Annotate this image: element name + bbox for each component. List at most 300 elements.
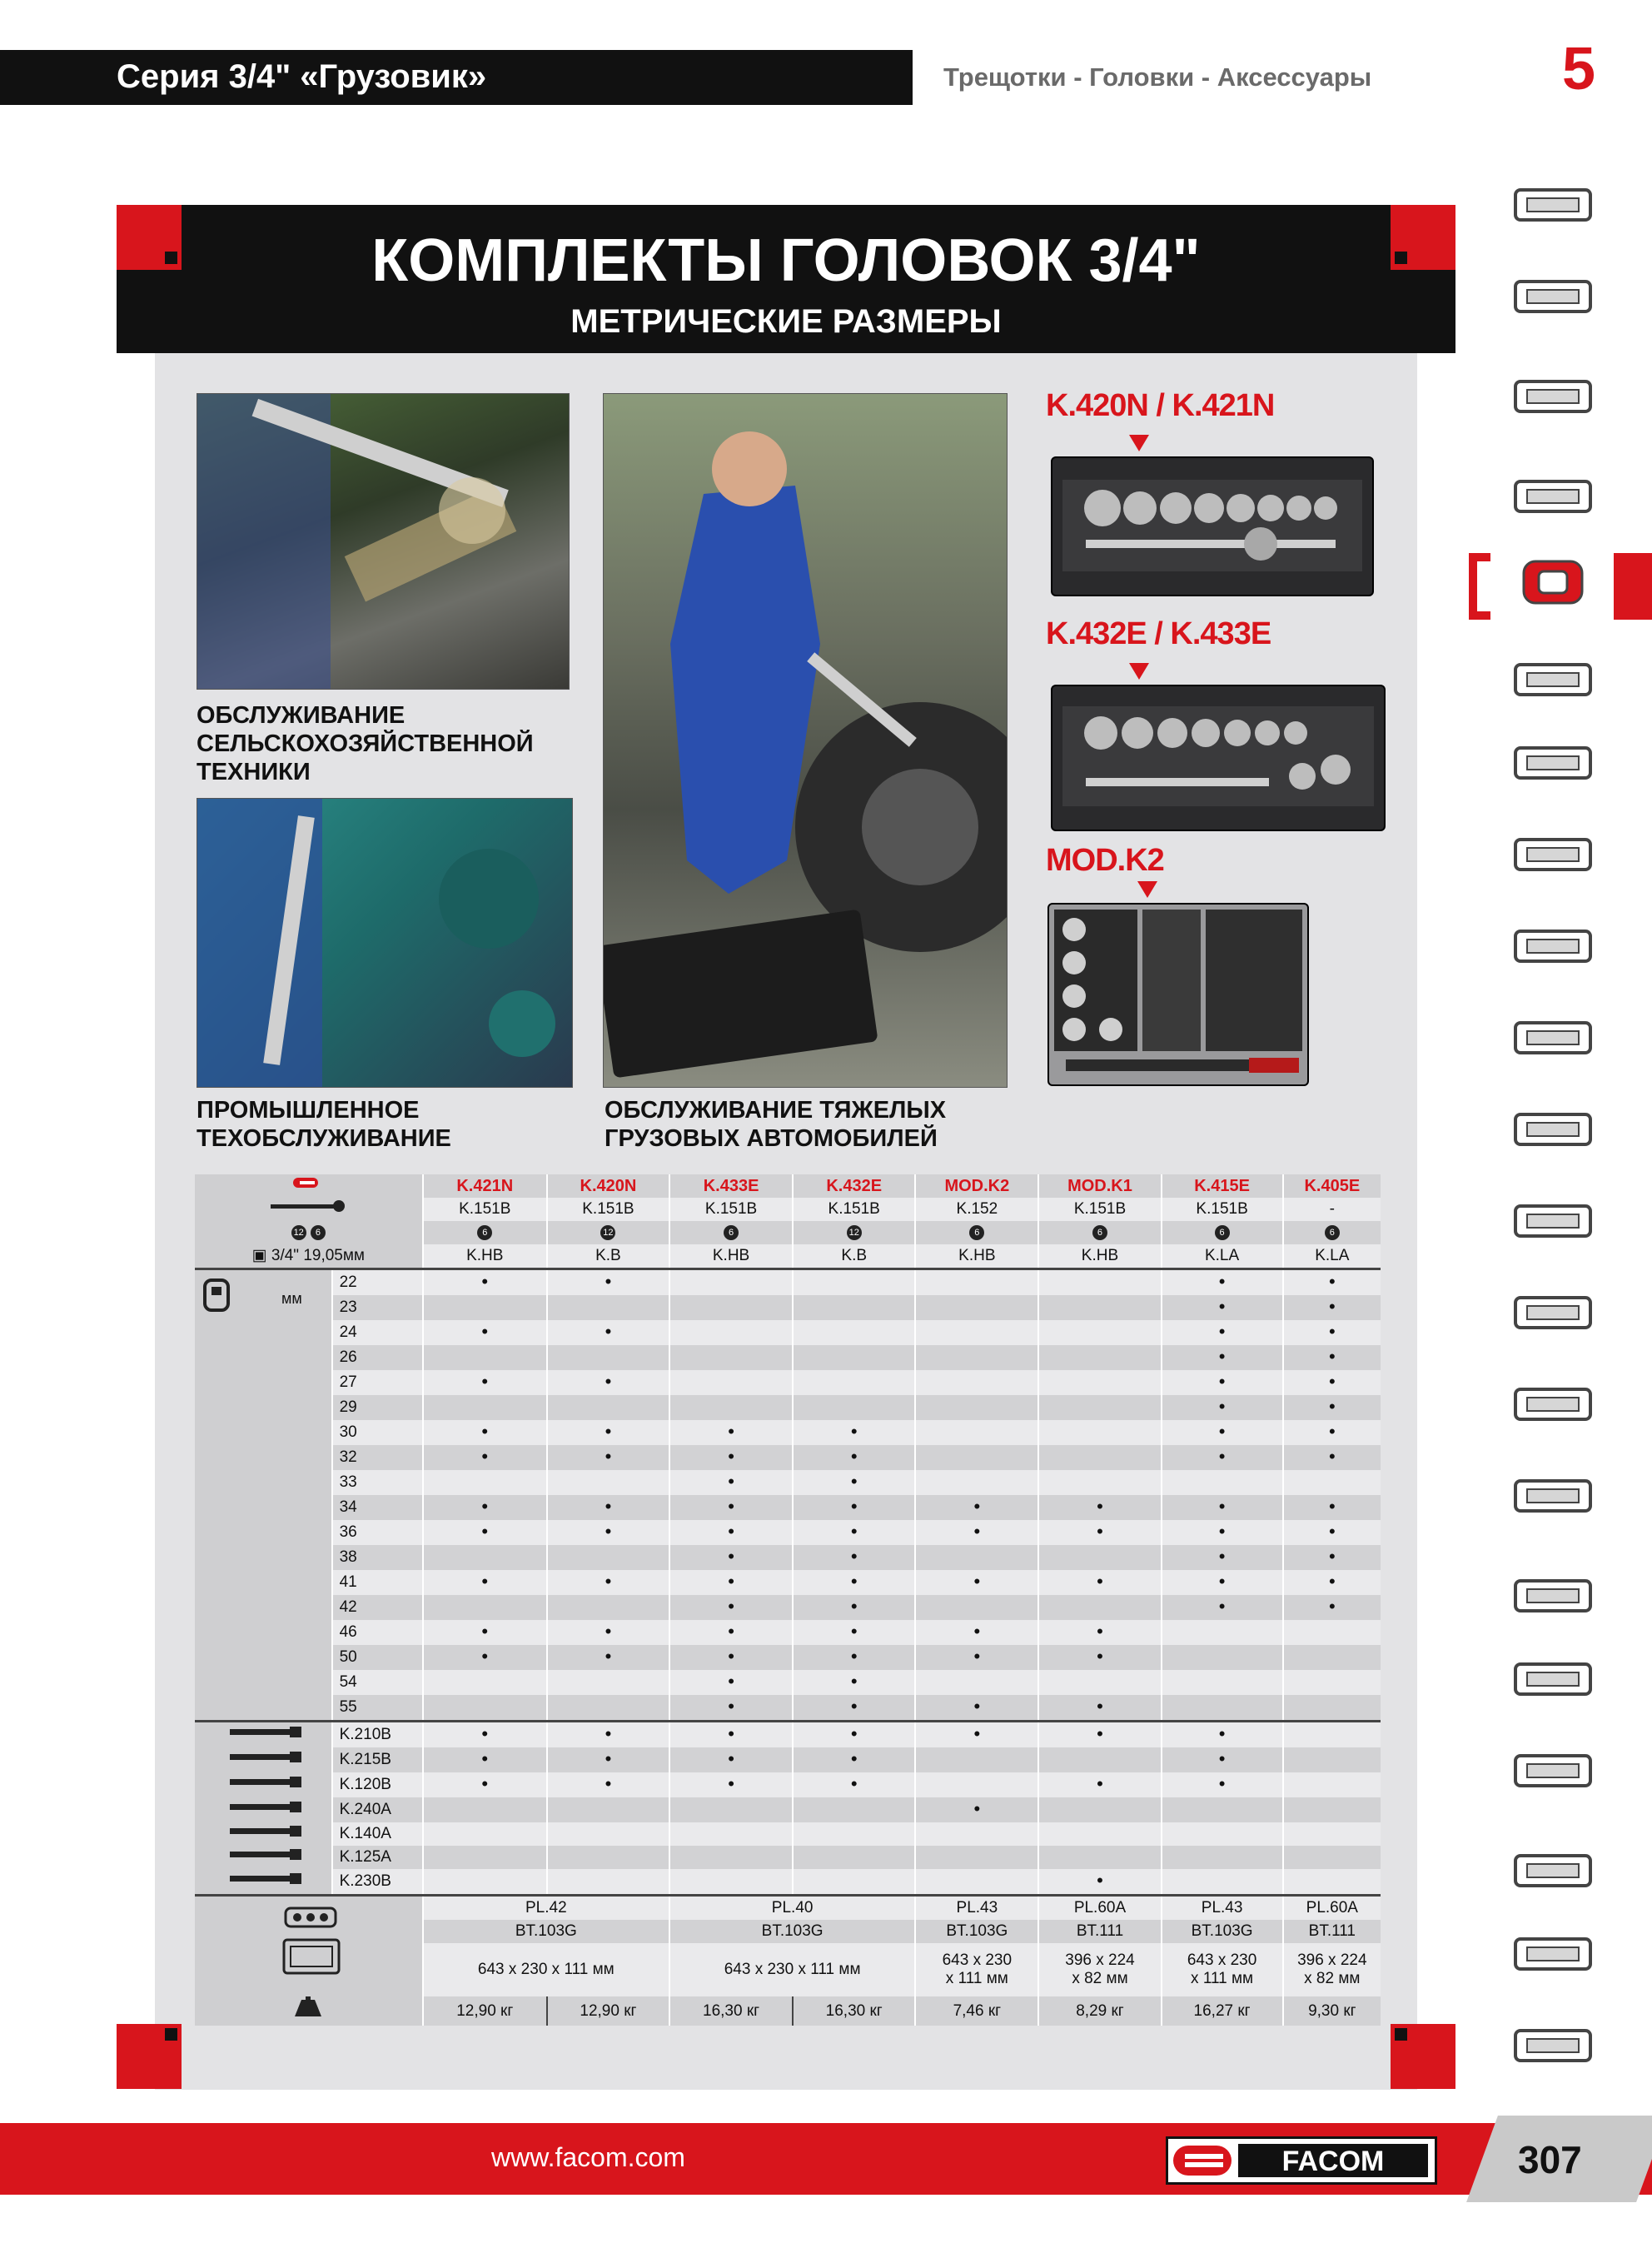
- universal-joint-icon: [195, 1797, 332, 1822]
- mark-cell: [669, 1295, 793, 1320]
- cell: K.HB: [423, 1244, 547, 1269]
- box-cell: BT.103G: [669, 1920, 915, 1943]
- mark-cell: [423, 1747, 547, 1772]
- mark-cell: [793, 1520, 915, 1545]
- handle-icon[interactable]: [1490, 1741, 1615, 1799]
- availability-dot: •: [973, 1571, 981, 1592]
- mark-cell: [915, 1545, 1038, 1570]
- availability-dot: •: [605, 1446, 612, 1467]
- size-label: 33: [332, 1470, 423, 1495]
- impact-wrench-icon[interactable]: [1490, 1374, 1615, 1433]
- mark-cell: [423, 1620, 547, 1645]
- dim-cell: [1162, 1943, 1283, 1996]
- availability-dot: •: [1328, 1396, 1336, 1417]
- hex-6-icon: 6: [311, 1225, 326, 1240]
- car-icon[interactable]: [1490, 1841, 1615, 1899]
- mark-cell: [1038, 1445, 1161, 1470]
- mark-cell: [915, 1370, 1038, 1395]
- size-row: [195, 1595, 1381, 1620]
- hex-badge: 6: [724, 1225, 739, 1240]
- weight-cell: 7,46 кг: [915, 1996, 1038, 2026]
- availability-dot: •: [728, 1521, 734, 1542]
- mark-cell: [547, 1822, 669, 1846]
- availability-dot: •: [605, 1748, 612, 1769]
- size-row: [195, 1269, 1381, 1296]
- cell: K.HB: [1038, 1244, 1161, 1269]
- availability-dot: •: [1218, 1421, 1226, 1442]
- ratchet-icon: [195, 1198, 423, 1221]
- mark-cell: [1283, 1822, 1381, 1846]
- mark-cell: [915, 1695, 1038, 1722]
- availability-dot: •: [973, 1798, 981, 1819]
- mark-cell: [1038, 1620, 1161, 1645]
- mark-cell: [1162, 1595, 1283, 1620]
- mark-cell: [669, 1520, 793, 1545]
- mark-cell: [1283, 1570, 1381, 1595]
- accessory-row: [195, 1722, 1381, 1748]
- mark-cell: [547, 1722, 669, 1748]
- mark-cell: [1038, 1869, 1161, 1896]
- reference-icon: [195, 1174, 423, 1198]
- mark-cell: [915, 1747, 1038, 1772]
- mark-cell: [423, 1295, 547, 1320]
- mark-cell: [1283, 1470, 1381, 1495]
- box-cell: BT.103G: [423, 1920, 669, 1943]
- set-label-k420n: K.420N / K.421N: [1046, 388, 1275, 423]
- hex-badge: 6: [969, 1225, 984, 1240]
- availability-dot: •: [728, 1471, 734, 1492]
- industrial-scene-image: [197, 799, 572, 1087]
- size-label: 50: [332, 1645, 423, 1670]
- availability-dot: •: [481, 1496, 489, 1517]
- cell: K.151B: [793, 1198, 915, 1221]
- availability-dot: •: [850, 1621, 858, 1642]
- points-row: [195, 1221, 1381, 1244]
- size-row: [195, 1645, 1381, 1670]
- truck-icon[interactable]: [1490, 1924, 1615, 1982]
- mark-cell: [1283, 1345, 1381, 1370]
- dim-line: 643 x 230 x 111 мм: [724, 1961, 861, 1978]
- hex-badge: 12: [600, 1225, 615, 1240]
- size-label: 42: [332, 1595, 423, 1620]
- box-cell: BT.111: [1283, 1920, 1381, 1943]
- mark-cell: [547, 1295, 669, 1320]
- mark-cell: [793, 1445, 915, 1470]
- mark-cell: [423, 1670, 547, 1695]
- mark-cell: [1162, 1470, 1283, 1495]
- cell: K.151B: [547, 1198, 669, 1221]
- corner-marker: [1391, 2024, 1455, 2089]
- availability-dot: •: [481, 1773, 489, 1794]
- mark-cell: [1283, 1772, 1381, 1797]
- mark-cell: [423, 1520, 547, 1545]
- mark-cell: [1038, 1520, 1161, 1545]
- square-drive-icon: ▣: [251, 1247, 267, 1264]
- mark-cell: [1283, 1420, 1381, 1445]
- mark-cell: [1038, 1345, 1161, 1370]
- tape-measure-icon[interactable]: [1490, 916, 1615, 974]
- accessory-row: [195, 1772, 1381, 1797]
- mark-cell: [423, 1797, 547, 1822]
- availability-dot: •: [605, 1271, 612, 1292]
- availability-dot: •: [973, 1621, 981, 1642]
- size-label: 30: [332, 1420, 423, 1445]
- mark-cell: [547, 1747, 669, 1772]
- mark-cell: [1162, 1520, 1283, 1545]
- availability-dot: •: [1218, 1446, 1226, 1467]
- cell: K.LA: [1162, 1244, 1283, 1269]
- size-row: [195, 1620, 1381, 1645]
- availability-dot: •: [728, 1446, 734, 1467]
- mark-cell: [669, 1620, 793, 1645]
- mark-cell: [547, 1520, 669, 1545]
- case-k432e-image: [1051, 685, 1386, 831]
- mark-cell: [793, 1722, 915, 1748]
- accessory-row: [195, 1822, 1381, 1846]
- mark-cell: [423, 1269, 547, 1296]
- mark-cell: [669, 1420, 793, 1445]
- dim-line: x 111 мм: [1191, 1970, 1254, 1987]
- size-label: 29: [332, 1395, 423, 1420]
- tray-cell: PL.42: [423, 1896, 669, 1921]
- mark-cell: [1283, 1520, 1381, 1545]
- mark-cell: [1038, 1772, 1161, 1797]
- availability-dot: •: [1218, 1346, 1226, 1367]
- size-label: 46: [332, 1620, 423, 1645]
- mark-cell: [793, 1269, 915, 1296]
- availability-dot: •: [1097, 1696, 1103, 1717]
- mark-cell: [1283, 1295, 1381, 1320]
- box-cell: BT.103G: [915, 1920, 1038, 1943]
- mark-cell: [423, 1345, 547, 1370]
- mark-cell: [669, 1869, 793, 1896]
- availability-dot: •: [1218, 1271, 1226, 1292]
- accessory-ref: K.215B: [332, 1747, 423, 1772]
- dim-line: 643 x 230: [1187, 1951, 1257, 1969]
- mark-cell: [1162, 1822, 1283, 1846]
- availability-dot: •: [850, 1421, 858, 1442]
- mark-cell: [1038, 1747, 1161, 1772]
- dim-line: 643 x 230: [942, 1951, 1013, 1969]
- pliers-icon[interactable]: [1490, 825, 1615, 883]
- availability-dot: •: [973, 1646, 981, 1667]
- mark-cell: [1038, 1846, 1161, 1869]
- cell: [793, 1221, 915, 1244]
- size-row: [195, 1570, 1381, 1595]
- tool-box-icon[interactable]: [1490, 366, 1615, 425]
- mark-cell: [669, 1470, 793, 1495]
- page-number: 307: [1518, 2138, 1582, 2181]
- size-label: 27: [332, 1370, 423, 1395]
- mark-cell: [1162, 1772, 1283, 1797]
- col-code: K.415E: [1162, 1174, 1283, 1198]
- mark-cell: [915, 1269, 1038, 1296]
- accessory-row: [195, 1797, 1381, 1822]
- tool-chest-icon[interactable]: [1490, 175, 1615, 233]
- size-row: [195, 1495, 1381, 1520]
- mark-cell: [669, 1846, 793, 1869]
- mark-cell: [915, 1570, 1038, 1595]
- mark-cell: [1038, 1695, 1161, 1722]
- spec-table: [195, 1174, 1381, 2026]
- availability-dot: •: [850, 1471, 858, 1492]
- mark-cell: [423, 1846, 547, 1869]
- socket-set-image: [1052, 686, 1384, 830]
- mark-cell: [423, 1772, 547, 1797]
- availability-dot: •: [481, 1521, 489, 1542]
- accessory-ref: K.240A: [332, 1797, 423, 1822]
- mark-cell: [547, 1269, 669, 1296]
- availability-dot: •: [1097, 1521, 1103, 1542]
- availability-dot: •: [481, 1723, 489, 1744]
- mark-cell: [1038, 1595, 1161, 1620]
- hacksaw-icon[interactable]: [1490, 1099, 1615, 1158]
- mark-cell: [793, 1420, 915, 1445]
- mark-cell: [915, 1670, 1038, 1695]
- mark-cell: [1038, 1822, 1161, 1846]
- mark-cell: [1283, 1370, 1381, 1395]
- dim-cell: [669, 1943, 915, 1996]
- availability-dot: •: [1218, 1496, 1226, 1517]
- mark-cell: [1162, 1420, 1283, 1445]
- mark-cell: [1283, 1269, 1381, 1296]
- mark-cell: [669, 1345, 793, 1370]
- mark-cell: [669, 1395, 793, 1420]
- mark-cell: [1162, 1722, 1283, 1748]
- photo-agricultural: [197, 393, 570, 690]
- availability-dot: •: [1218, 1296, 1226, 1317]
- box-cell: BT.103G: [1162, 1920, 1283, 1943]
- points-label: [195, 1221, 423, 1244]
- col-code: MOD.K1: [1038, 1174, 1161, 1198]
- screwdriver-icon[interactable]: [1490, 733, 1615, 791]
- mark-cell: [1038, 1420, 1161, 1445]
- mark-cell: [547, 1797, 669, 1822]
- mark-cell: [1038, 1370, 1161, 1395]
- mark-cell: [793, 1670, 915, 1695]
- availability-dot: •: [605, 1371, 612, 1392]
- category-title: Трещотки - Головки - Аксессуары: [943, 62, 1372, 92]
- mark-cell: [915, 1797, 1038, 1822]
- caption-line: ОБСЛУЖИВАНИЕ: [197, 702, 406, 729]
- size-row: [195, 1445, 1381, 1470]
- availability-dot: •: [1328, 1571, 1336, 1592]
- cell: [423, 1221, 547, 1244]
- hex-12-icon: 12: [291, 1225, 306, 1240]
- set-label-k432e: K.432E / K.433E: [1046, 616, 1271, 651]
- tray-cell: PL.40: [669, 1896, 915, 1921]
- accessory-ref: K.140A: [332, 1822, 423, 1846]
- adaptor-icon: [195, 1869, 332, 1896]
- circuit-breaker-icon[interactable]: [1490, 1649, 1615, 1707]
- mark-cell: [1038, 1545, 1161, 1570]
- mark-cell: [669, 1320, 793, 1345]
- mark-cell: [547, 1570, 669, 1595]
- corner-marker: [117, 2024, 182, 2089]
- mark-cell: [547, 1772, 669, 1797]
- cell: K.HB: [915, 1244, 1038, 1269]
- availability-dot: •: [1097, 1646, 1103, 1667]
- size-label: 32: [332, 1445, 423, 1470]
- arrow-down-icon: [1137, 881, 1157, 898]
- mark-cell: [793, 1320, 915, 1345]
- safety-icon[interactable]: [1490, 1566, 1615, 1624]
- mark-cell: [423, 1495, 547, 1520]
- mark-cell: [669, 1495, 793, 1520]
- availability-dot: •: [605, 1723, 612, 1744]
- mark-cell: [1162, 1345, 1283, 1370]
- mark-cell: [1162, 1370, 1283, 1395]
- plane-icon[interactable]: [1490, 2016, 1615, 2074]
- mark-cell: [547, 1320, 669, 1345]
- adaptor-icon: [195, 1822, 332, 1846]
- caption-line: СЕЛЬСКОХОЗЯЙСТВЕННОЙ: [197, 730, 534, 757]
- mark-cell: [547, 1620, 669, 1645]
- accessory-ref: K.210B: [332, 1722, 423, 1748]
- availability-dot: •: [605, 1571, 612, 1592]
- tray-row: [195, 1896, 1381, 1921]
- col-code: K.405E: [1283, 1174, 1381, 1198]
- availability-dot: •: [973, 1496, 981, 1517]
- availability-dot: •: [605, 1521, 612, 1542]
- availability-dot: •: [1328, 1271, 1336, 1292]
- availability-dot: •: [1328, 1496, 1336, 1517]
- availability-dot: •: [1328, 1446, 1336, 1467]
- mark-cell: [793, 1495, 915, 1520]
- mark-cell: [423, 1645, 547, 1670]
- truck-mechanic-image: [604, 394, 1007, 1087]
- caption-agricultural: [197, 701, 534, 786]
- series-title: Серия 3/4" «Грузовик»: [117, 58, 487, 95]
- mark-cell: [915, 1846, 1038, 1869]
- mark-cell: [915, 1772, 1038, 1797]
- mark-cell: [1162, 1395, 1283, 1420]
- availability-dot: •: [728, 1723, 734, 1744]
- cell: K.B: [793, 1244, 915, 1269]
- mark-cell: [915, 1722, 1038, 1748]
- mark-cell: [1162, 1645, 1283, 1670]
- mark-cell: [669, 1570, 793, 1595]
- availability-dot: •: [1097, 1496, 1103, 1517]
- availability-dot: •: [1328, 1321, 1336, 1342]
- availability-dot: •: [728, 1748, 734, 1769]
- ratchet-row: [195, 1198, 1381, 1221]
- availability-dot: •: [481, 1421, 489, 1442]
- socket-icon[interactable]: [1490, 553, 1615, 611]
- caption-line: ОБСЛУЖИВАНИЕ ТЯЖЕЛЫХ: [605, 1097, 947, 1124]
- cell: [915, 1221, 1038, 1244]
- mark-cell: [1283, 1620, 1381, 1645]
- availability-dot: •: [1097, 1773, 1103, 1794]
- mark-cell: [793, 1595, 915, 1620]
- availability-dot: •: [850, 1446, 858, 1467]
- dim-cell: [423, 1943, 669, 1996]
- mark-cell: [669, 1269, 793, 1296]
- cell: [669, 1221, 793, 1244]
- mark-cell: [1283, 1797, 1381, 1822]
- size-label: 41: [332, 1570, 423, 1595]
- col-code: K.433E: [669, 1174, 793, 1198]
- size-label: 34: [332, 1495, 423, 1520]
- availability-dot: •: [1328, 1421, 1336, 1442]
- mark-cell: [423, 1595, 547, 1620]
- dim-line: x 82 мм: [1072, 1970, 1128, 1987]
- mark-cell: [1038, 1295, 1161, 1320]
- footer-url[interactable]: www.facom.com: [491, 2142, 685, 2172]
- mark-cell: [423, 1470, 547, 1495]
- wrench-icon[interactable]: [1490, 466, 1615, 525]
- mark-cell: [793, 1470, 915, 1495]
- dim-line: 643 x 230 x 111 мм: [477, 1961, 615, 1978]
- cell: K.B: [547, 1244, 669, 1269]
- roller-cabinet-icon[interactable]: [1490, 267, 1615, 325]
- availability-dot: •: [1328, 1596, 1336, 1617]
- availability-dot: •: [850, 1521, 858, 1542]
- mark-cell: [423, 1722, 547, 1748]
- mark-cell: [793, 1370, 915, 1395]
- availability-dot: •: [1218, 1521, 1226, 1542]
- accessory-ref: K.120B: [332, 1772, 423, 1797]
- cell: [547, 1221, 669, 1244]
- availability-dot: •: [1218, 1748, 1226, 1769]
- weight-icon: [195, 1996, 423, 2026]
- mark-cell: [669, 1595, 793, 1620]
- mark-cell: [1162, 1445, 1283, 1470]
- mark-cell: [547, 1420, 669, 1445]
- availability-dot: •: [1218, 1571, 1226, 1592]
- size-row: [195, 1320, 1381, 1345]
- mark-cell: [423, 1320, 547, 1345]
- mark-cell: [1283, 1445, 1381, 1470]
- availability-dot: •: [481, 1621, 489, 1642]
- mark-cell: [547, 1445, 669, 1470]
- mark-cell: [1162, 1320, 1283, 1345]
- hex-badge: 6: [477, 1225, 492, 1240]
- mark-cell: [1162, 1869, 1283, 1896]
- mark-cell: [1038, 1495, 1161, 1520]
- availability-dot: •: [728, 1773, 734, 1794]
- mark-cell: [1283, 1869, 1381, 1896]
- cell: K.HB: [669, 1244, 793, 1269]
- mark-cell: [915, 1822, 1038, 1846]
- mark-cell: [915, 1620, 1038, 1645]
- hammer-icon[interactable]: [1490, 1008, 1615, 1066]
- mark-cell: [1162, 1295, 1283, 1320]
- availability-dot: •: [728, 1596, 734, 1617]
- mark-cell: [793, 1395, 915, 1420]
- tester-icon[interactable]: [1490, 1283, 1615, 1341]
- set-label-modk2: MOD.K2: [1046, 843, 1164, 878]
- box-cell: BT.111: [1038, 1920, 1161, 1943]
- caption-line: ПРОМЫШЛЕННОЕ: [197, 1097, 420, 1124]
- availability-dot: •: [605, 1496, 612, 1517]
- agricultural-scene-image: [197, 394, 569, 689]
- availability-dot: •: [1328, 1346, 1336, 1367]
- availability-dot: •: [481, 1371, 489, 1392]
- vice-icon[interactable]: [1490, 1466, 1615, 1524]
- cell: K.151B: [1162, 1198, 1283, 1221]
- ratchet-icon[interactable]: [1490, 650, 1615, 708]
- puller-icon[interactable]: [1490, 1191, 1615, 1249]
- availability-dot: •: [850, 1723, 858, 1744]
- caption-industrial: [197, 1096, 451, 1153]
- mark-cell: [669, 1747, 793, 1772]
- mark-cell: [915, 1345, 1038, 1370]
- mark-cell: [1038, 1722, 1161, 1748]
- mark-cell: [915, 1595, 1038, 1620]
- availability-dot: •: [1328, 1546, 1336, 1567]
- availability-dot: •: [728, 1546, 734, 1567]
